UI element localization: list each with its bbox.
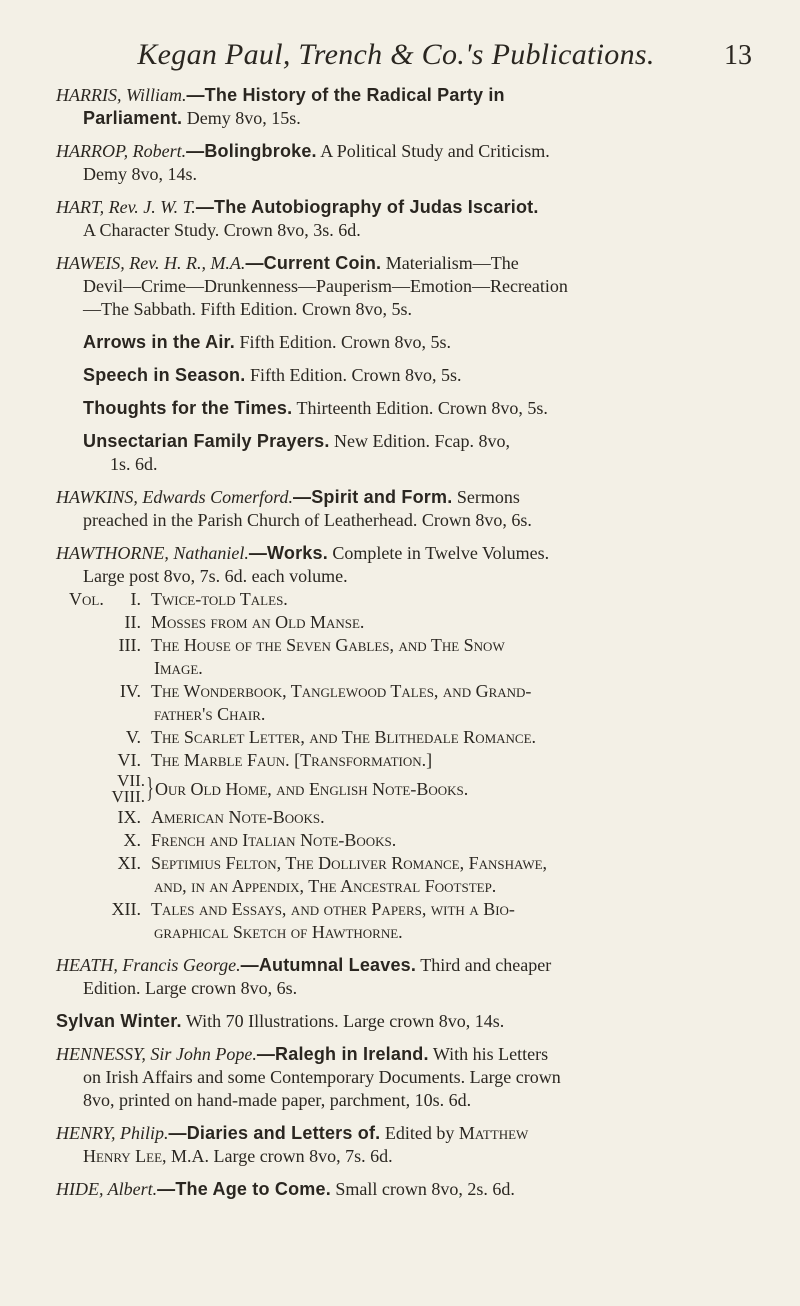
editor-name-cont: Henry Lee	[83, 1146, 163, 1166]
book-details-cont: 8vo, printed on hand-made paper, parchment, 10s. 6d.	[83, 1090, 472, 1110]
vol-title: Septimius Felton, The Dolliver Romance, Fanshawe,	[151, 853, 548, 873]
vol-title: The Marble Faun. [Transformation.]	[151, 750, 433, 770]
vol-title: The Wonderbook, Tanglewood Tales, and Grand-	[151, 681, 532, 701]
book-details: Fifth Edition. Crown 8vo, 5s.	[234, 332, 451, 352]
book-details-cont: Large post 8vo, 7s. 6d. each volume.	[83, 566, 348, 586]
book-title: Unsectarian Family Prayers.	[83, 431, 330, 451]
entry-haweis-speech	[56, 364, 756, 387]
entry-hawthorne	[56, 542, 756, 944]
author: HART, Rev. J. W. T.	[56, 197, 196, 217]
book-title: —The History of the Radical Party in	[186, 85, 505, 105]
author: HENRY, Philip.	[56, 1123, 169, 1143]
entry-hawkins	[56, 486, 756, 532]
book-title: Thoughts for the Times.	[83, 398, 293, 418]
entry-hide	[56, 1178, 756, 1201]
author: HAWEIS, Rev. H. R., M.A.	[56, 253, 246, 273]
vol-number: IX.	[117, 807, 141, 827]
vol-title: The Scarlet Letter, and The Blithedale Romance.	[151, 727, 537, 747]
book-title: Speech in Season.	[83, 365, 246, 385]
author: HEATH, Francis George.	[56, 955, 241, 975]
book-details: Complete in Twelve Volumes.	[327, 543, 550, 563]
book-details-cont: preached in the Parish Church of Leatherhead. Crown 8vo, 6s.	[83, 510, 532, 530]
editor-name: Matthew	[458, 1123, 529, 1143]
vol-number: VII.	[117, 771, 145, 790]
author: HENNESSY, Sir John Pope.	[56, 1044, 257, 1064]
entry-harrop	[56, 140, 756, 186]
running-head	[80, 38, 752, 84]
book-details: With 70 Illustrations. Large crown 8vo, 14s.	[181, 1011, 505, 1031]
vol-title: Our Old Home, and English Note-Books.	[155, 778, 469, 799]
vol-number: V.	[125, 727, 141, 747]
book-title: —Bolingbroke.	[186, 141, 317, 161]
author: HIDE, Albert.	[56, 1179, 158, 1199]
volume-row	[56, 634, 756, 657]
vol-title: American Note-Books.	[151, 807, 325, 827]
book-details: Small crown 8vo, 2s. 6d.	[330, 1179, 515, 1199]
volume-row	[56, 749, 756, 772]
vol-title-cont: father's Chair.	[154, 704, 266, 724]
vol-number: XII.	[111, 899, 141, 919]
book-details: A Character Study. Crown 8vo, 3s. 6d.	[83, 220, 361, 240]
book-title: Sylvan Winter.	[56, 1011, 182, 1031]
book-title-cont: Parliament.	[83, 108, 183, 128]
volume-row	[56, 611, 756, 634]
page-number: 13	[724, 40, 752, 71]
vol-title-cont: graphical Sketch of Hawthorne.	[154, 922, 403, 942]
author: HARROP, Robert.	[56, 141, 187, 161]
book-title: —The Age to Come.	[157, 1179, 331, 1199]
vol-number: VIII.	[111, 787, 145, 806]
volume-row	[56, 588, 756, 611]
volume-row	[56, 829, 756, 852]
book-details: Materialism—The	[381, 253, 519, 273]
entry-haweis-arrows	[56, 331, 756, 354]
vol-title: The House of the Seven Gables, and The Snow	[151, 635, 505, 655]
book-title: —Works.	[248, 543, 328, 563]
entry-heath-sylvan	[56, 1010, 756, 1033]
entry-harris	[56, 84, 756, 130]
author: HAWTHORNE, Nathaniel.	[56, 543, 249, 563]
book-details-cont: on Irish Affairs and some Contemporary Documents. Large crown	[83, 1067, 561, 1087]
entry-heath	[56, 954, 756, 1000]
vol-title: Mosses from an Old Manse.	[151, 612, 365, 632]
book-title: Arrows in the Air.	[83, 332, 235, 352]
book-details-cont: 1s. 6d.	[110, 454, 158, 474]
brace-glyph: }	[146, 773, 154, 804]
vol-number: X.	[123, 830, 141, 850]
volume-row	[56, 806, 756, 829]
vol-number: II.	[124, 612, 141, 632]
book-details-cont: , M.A. Large crown 8vo, 7s. 6d.	[162, 1146, 393, 1166]
volume-row	[56, 680, 756, 703]
entry-haweis	[56, 252, 756, 321]
entry-haweis-prayers	[56, 430, 756, 476]
volume-row	[56, 726, 756, 749]
book-title: —Autumnal Leaves.	[240, 955, 417, 975]
vol-number-pair	[109, 773, 145, 805]
book-details: Demy 8vo, 15s.	[182, 108, 301, 128]
book-title: —Ralegh in Ireland.	[256, 1044, 429, 1064]
vol-title-cont: and, in an Appendix, The Ancestral Footstep.	[154, 876, 497, 896]
book-title: —Spirit and Form.	[293, 487, 453, 507]
vol-title-cont: Image.	[154, 658, 203, 678]
book-details: Fifth Edition. Crown 8vo, 5s.	[245, 365, 462, 385]
book-details-cont: —The Sabbath. Fifth Edition. Crown 8vo, 5s.	[83, 299, 412, 319]
book-details-cont: Devil—Crime—Drunkenness—Pauperism—Emotion—Recreation	[83, 276, 568, 296]
entry-hart	[56, 196, 756, 242]
author: HARRIS, William.	[56, 85, 187, 105]
entry-henry	[56, 1122, 756, 1168]
vol-number: I.	[130, 589, 141, 609]
vol-label: Vol.	[69, 589, 104, 609]
vol-title: Twice-told Tales.	[151, 589, 288, 609]
volume-list	[56, 588, 756, 944]
entry-haweis-thoughts	[56, 397, 756, 420]
book-title: —Current Coin.	[245, 253, 382, 273]
author: HAWKINS, Edwards Comerford.	[56, 487, 294, 507]
book-details: A Political Study and Criticism.	[316, 141, 550, 161]
book-details-cont: Demy 8vo, 14s.	[83, 164, 197, 184]
book-details: Sermons	[452, 487, 520, 507]
vol-title: French and Italian Note-Books.	[151, 830, 397, 850]
vol-number: IV.	[119, 681, 141, 701]
catalogue-body	[56, 84, 756, 1201]
book-details: Thirteenth Edition. Crown 8vo, 5s.	[292, 398, 548, 418]
book-details-cont: Edition. Large crown 8vo, 6s.	[83, 978, 298, 998]
volume-row	[56, 772, 756, 806]
book-details: New Edition. Fcap. 8vo,	[329, 431, 511, 451]
volume-row	[56, 898, 756, 921]
entry-hennessy	[56, 1043, 756, 1112]
vol-title: Tales and Essays, and other Papers, with a Bio-	[151, 899, 515, 919]
book-details: With his Letters	[428, 1044, 549, 1064]
book-details: Third and cheaper	[416, 955, 552, 975]
book-details: Edited by	[380, 1123, 459, 1143]
running-head-title: Kegan Paul, Trench & Co.'s Publications.	[137, 38, 655, 71]
vol-number: III.	[118, 635, 141, 655]
book-title: —Diaries and Letters of.	[168, 1123, 381, 1143]
vol-number: VI.	[117, 750, 141, 770]
book-title: —The Autobiography of Judas Iscariot.	[195, 197, 539, 217]
volume-row	[56, 852, 756, 875]
vol-number: XI.	[117, 853, 141, 873]
